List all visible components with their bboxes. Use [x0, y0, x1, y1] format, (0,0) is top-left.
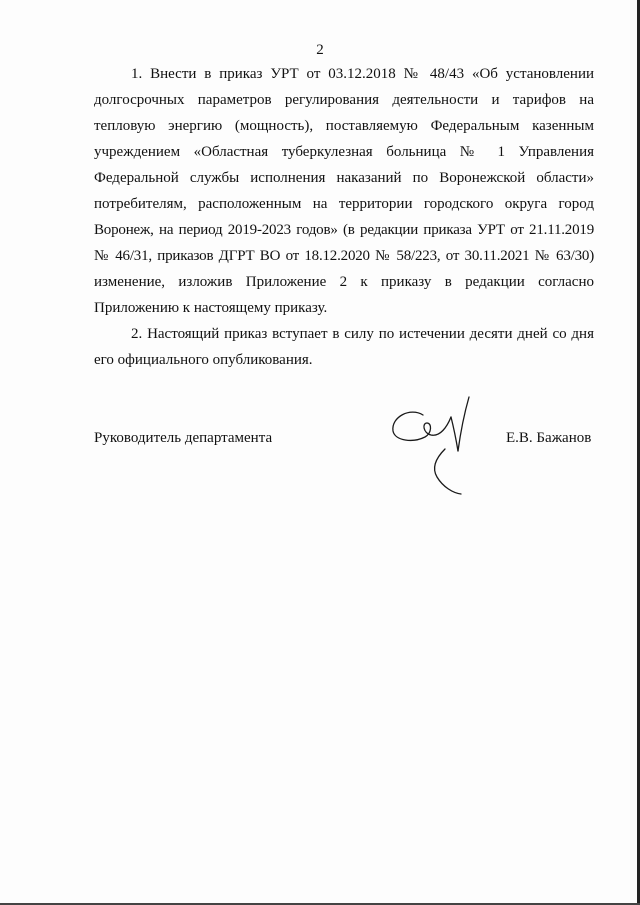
paragraph-1-line: учреждением «Областная туберкулезная больница № 1 Управления	[94, 144, 594, 160]
paragraph-2-line: 2. Настоящий приказ вступает в силу по истечении десяти дней со дня	[131, 326, 594, 342]
signatory-title: Руководитель департамента	[94, 430, 273, 446]
paragraph-1-line: долгосрочных параметров регулирования деятельности и тарифов на	[94, 92, 594, 108]
paragraph-2-line: его официального опубликования.	[94, 352, 313, 368]
paragraph-1-line: Федеральной службы исполнения наказаний по Воронежской области»	[94, 170, 594, 186]
paragraph-1-line: Приложению к настоящему приказу.	[94, 300, 328, 316]
signatory-name: Е.В. Бажанов	[506, 430, 592, 446]
page-number: 2	[316, 42, 324, 58]
paragraph-1-line: изменение, изложив Приложение 2 к приказу в редакции согласно	[94, 274, 594, 290]
paragraph-1-line: Воронеж, на период 2019-2023 годов» (в редакции приказа УРТ от 21.11.2019	[94, 222, 594, 238]
paragraph-1-line: тепловую энергию (мощность), поставляемую Федеральным казенным	[94, 118, 594, 134]
paragraph-1-line: № 46/31, приказов ДГРТ ВО от 18.12.2020 № 58/223, от 30.11.2021 № 63/30)	[94, 248, 594, 264]
paragraph-1-line: 1. Внести в приказ УРТ от 03.12.2018 № 48/43 «Об установлении	[131, 66, 594, 82]
paragraph-1-line: потребителям, расположенным на территории городского округа город	[94, 196, 594, 212]
handwritten-signature	[385, 393, 485, 498]
